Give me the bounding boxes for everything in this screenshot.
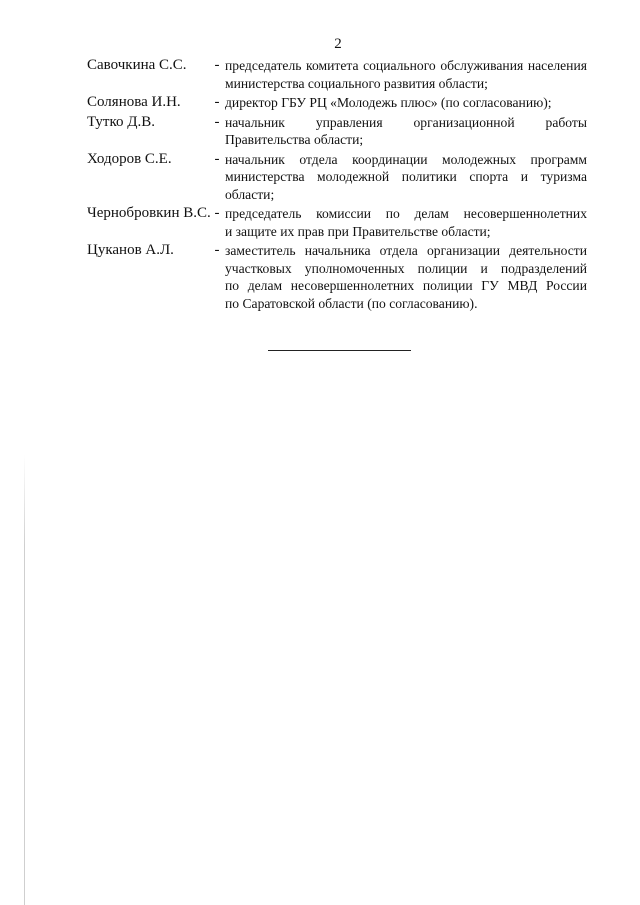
dash-separator: -: [214, 242, 220, 258]
position-line: Правительства области;: [225, 132, 364, 147]
page-number: 2: [334, 36, 342, 52]
position-line: начальник отдела координации молодежных программ: [225, 151, 587, 167]
member-entry: [87, 114, 587, 149]
member-name: Савочкина С.С.: [87, 57, 187, 73]
position-line: и защите их прав при Правительстве области;: [225, 223, 491, 239]
member-name: Солянова И.Н.: [87, 94, 181, 110]
member-position: [225, 94, 587, 112]
closing-divider-line: [268, 350, 411, 351]
position-line: начальник управления организационной работы: [225, 114, 587, 130]
member-entry: [87, 151, 587, 204]
position-line: министерства молодежной политики спорта и туризма: [225, 169, 587, 184]
scan-edge-line: [24, 455, 25, 905]
dash-separator: -: [214, 150, 220, 167]
member-position: [225, 114, 587, 149]
member-name: Тутко Д.В.: [87, 113, 155, 130]
dash-separator: -: [214, 57, 220, 73]
member-entry: [87, 94, 587, 112]
position-line: председатель комиссии по делам несовершеннолетних: [225, 206, 587, 221]
member-name: Цуканов А.Л.: [87, 242, 174, 258]
position-line: министерства социального развития области;: [225, 75, 488, 91]
dash-separator: -: [214, 113, 220, 130]
member-entry: [87, 242, 587, 312]
member-position: [225, 242, 587, 312]
position-line: области;: [225, 186, 275, 202]
position-line: по Саратовской области (по согласованию).: [225, 295, 478, 311]
dash-separator: -: [214, 94, 220, 110]
member-position: [225, 205, 587, 240]
dash-separator: -: [214, 205, 220, 221]
member-list: [87, 57, 587, 314]
position-line: директор ГБУ РЦ «Молодежь плюс» (по согласованию);: [225, 95, 552, 110]
member-name: Чернобровкин В.С.: [87, 205, 211, 221]
position-line: участковых уполномоченных полиции и подразделений: [225, 260, 587, 276]
position-line: председатель комитета социального обслуживания населения: [225, 58, 587, 73]
member-position: [225, 151, 587, 204]
member-name: Ходоров С.Е.: [87, 150, 172, 167]
member-entry: [87, 205, 587, 240]
member-entry: [87, 57, 587, 92]
position-line: по делам несовершеннолетних полиции ГУ МВД России: [225, 278, 587, 293]
member-position: [225, 57, 587, 92]
position-line: заместитель начальника отдела организации деятельности: [225, 243, 587, 258]
